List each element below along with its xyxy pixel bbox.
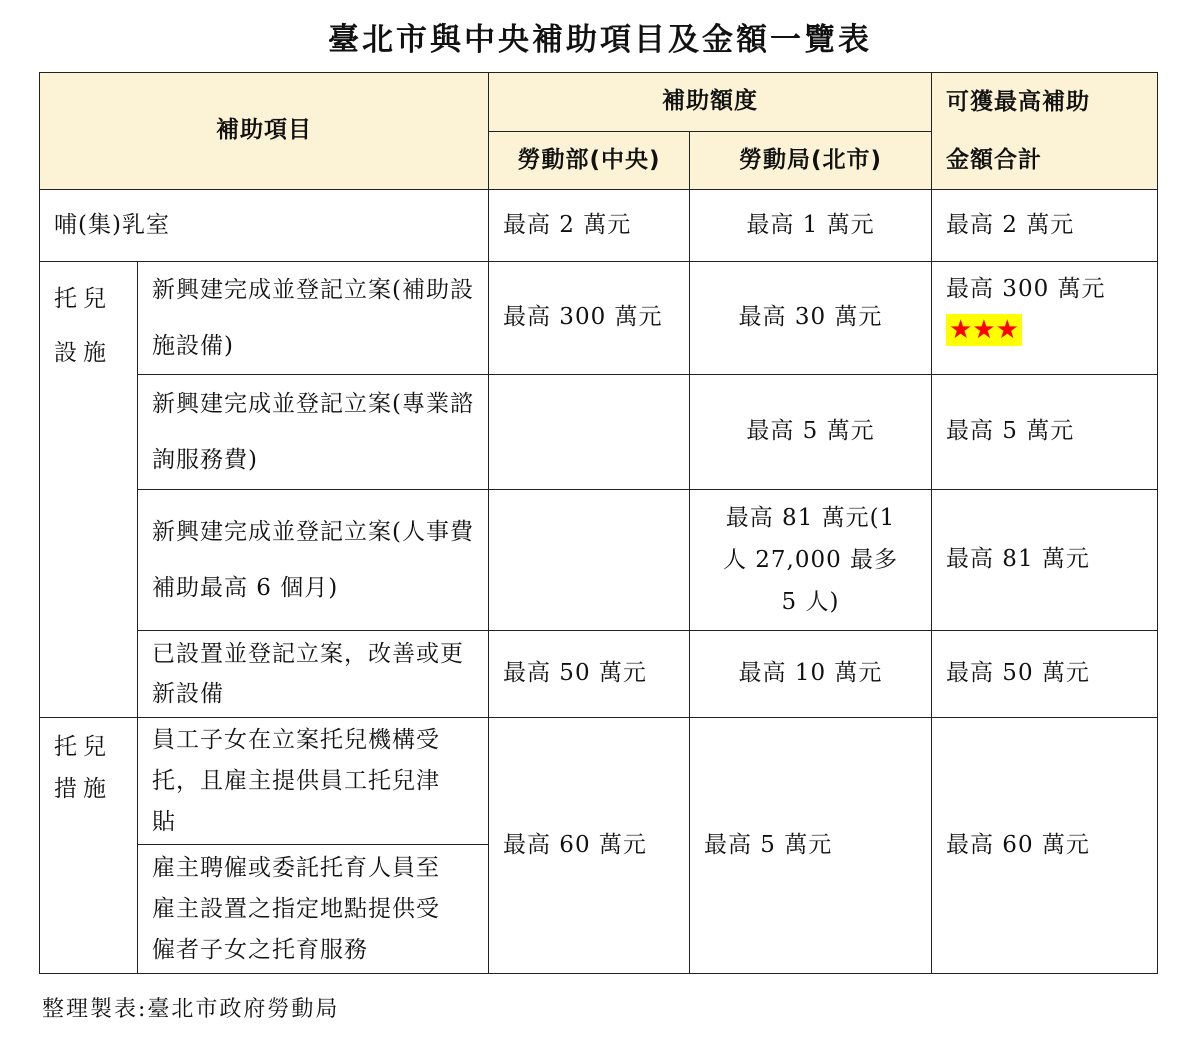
central-amount: 最高 2 萬元 [489, 190, 690, 262]
row-label: 哺(集)乳室 [40, 190, 489, 262]
header-city: 勞動局(北市) [690, 132, 932, 190]
total-amount-text: 最高 300 萬元 [946, 276, 1106, 302]
header-item: 補助項目 [40, 73, 489, 190]
table-row [40, 718, 1158, 845]
row-label: 新興建完成並登記立案(補助設施設備) [138, 262, 489, 375]
city-amount: 最高 5 萬元 [690, 718, 932, 974]
central-amount: 最高 50 萬元 [489, 631, 690, 718]
central-amount [489, 375, 690, 490]
total-amount: 最高 60 萬元 [932, 718, 1158, 974]
central-amount: 最高 60 萬元 [489, 718, 690, 974]
header-total [932, 73, 1158, 190]
city-amount: 最高 1 萬元 [690, 190, 932, 262]
footer-credit: 整理製表:臺北市政府勞動局 [42, 997, 340, 1022]
table-row [40, 490, 1158, 631]
city-amount: 最高 10 萬元 [690, 631, 932, 718]
row-label: 已設置並登記立案，改善或更新設備 [138, 631, 489, 718]
city-amount: 最高 5 萬元 [690, 375, 932, 490]
total-amount: 最高 5 萬元 [932, 375, 1158, 490]
header-total-line2: 金額合計 [946, 147, 1042, 173]
subsidy-table [39, 72, 1158, 974]
total-amount: 最高 50 萬元 [932, 631, 1158, 718]
central-amount [489, 490, 690, 631]
header-central: 勞動部(中央) [489, 132, 690, 190]
total-amount: 最高 81 萬元 [932, 490, 1158, 631]
group-label-facility: 托兒設施 [40, 262, 138, 718]
header-amount: 補助額度 [489, 73, 932, 132]
table-row [40, 190, 1158, 262]
total-amount: 最高 2 萬元 [932, 190, 1158, 262]
central-amount: 最高 300 萬元 [489, 262, 690, 375]
city-amount: 最高 30 萬元 [690, 262, 932, 375]
total-amount [932, 262, 1158, 375]
row-label: 雇主聘僱或委託托育人員至雇主設置之指定地點提供受僱者子女之托育服務 [138, 845, 489, 974]
table-row [40, 631, 1158, 718]
page-title: 臺北市與中央補助項目及金額一覽表 [328, 22, 872, 58]
row-label: 新興建完成並登記立案(人事費補助最高 6 個月) [138, 490, 489, 631]
group-label-measure: 托兒措施 [40, 718, 138, 974]
table-row [40, 375, 1158, 490]
city-amount: 最高 81 萬元(1 人 27,000 最多 5 人) [690, 490, 932, 631]
row-label: 新興建完成並登記立案(專業諮詢服務費) [138, 375, 489, 490]
row-label: 員工子女在立案托兒機構受托，且雇主提供員工托兒津貼 [138, 718, 489, 845]
table-row [40, 262, 1158, 375]
star-rating-icon: ★★★ [946, 314, 1022, 346]
header-total-line1: 可獲最高補助 [946, 89, 1090, 115]
